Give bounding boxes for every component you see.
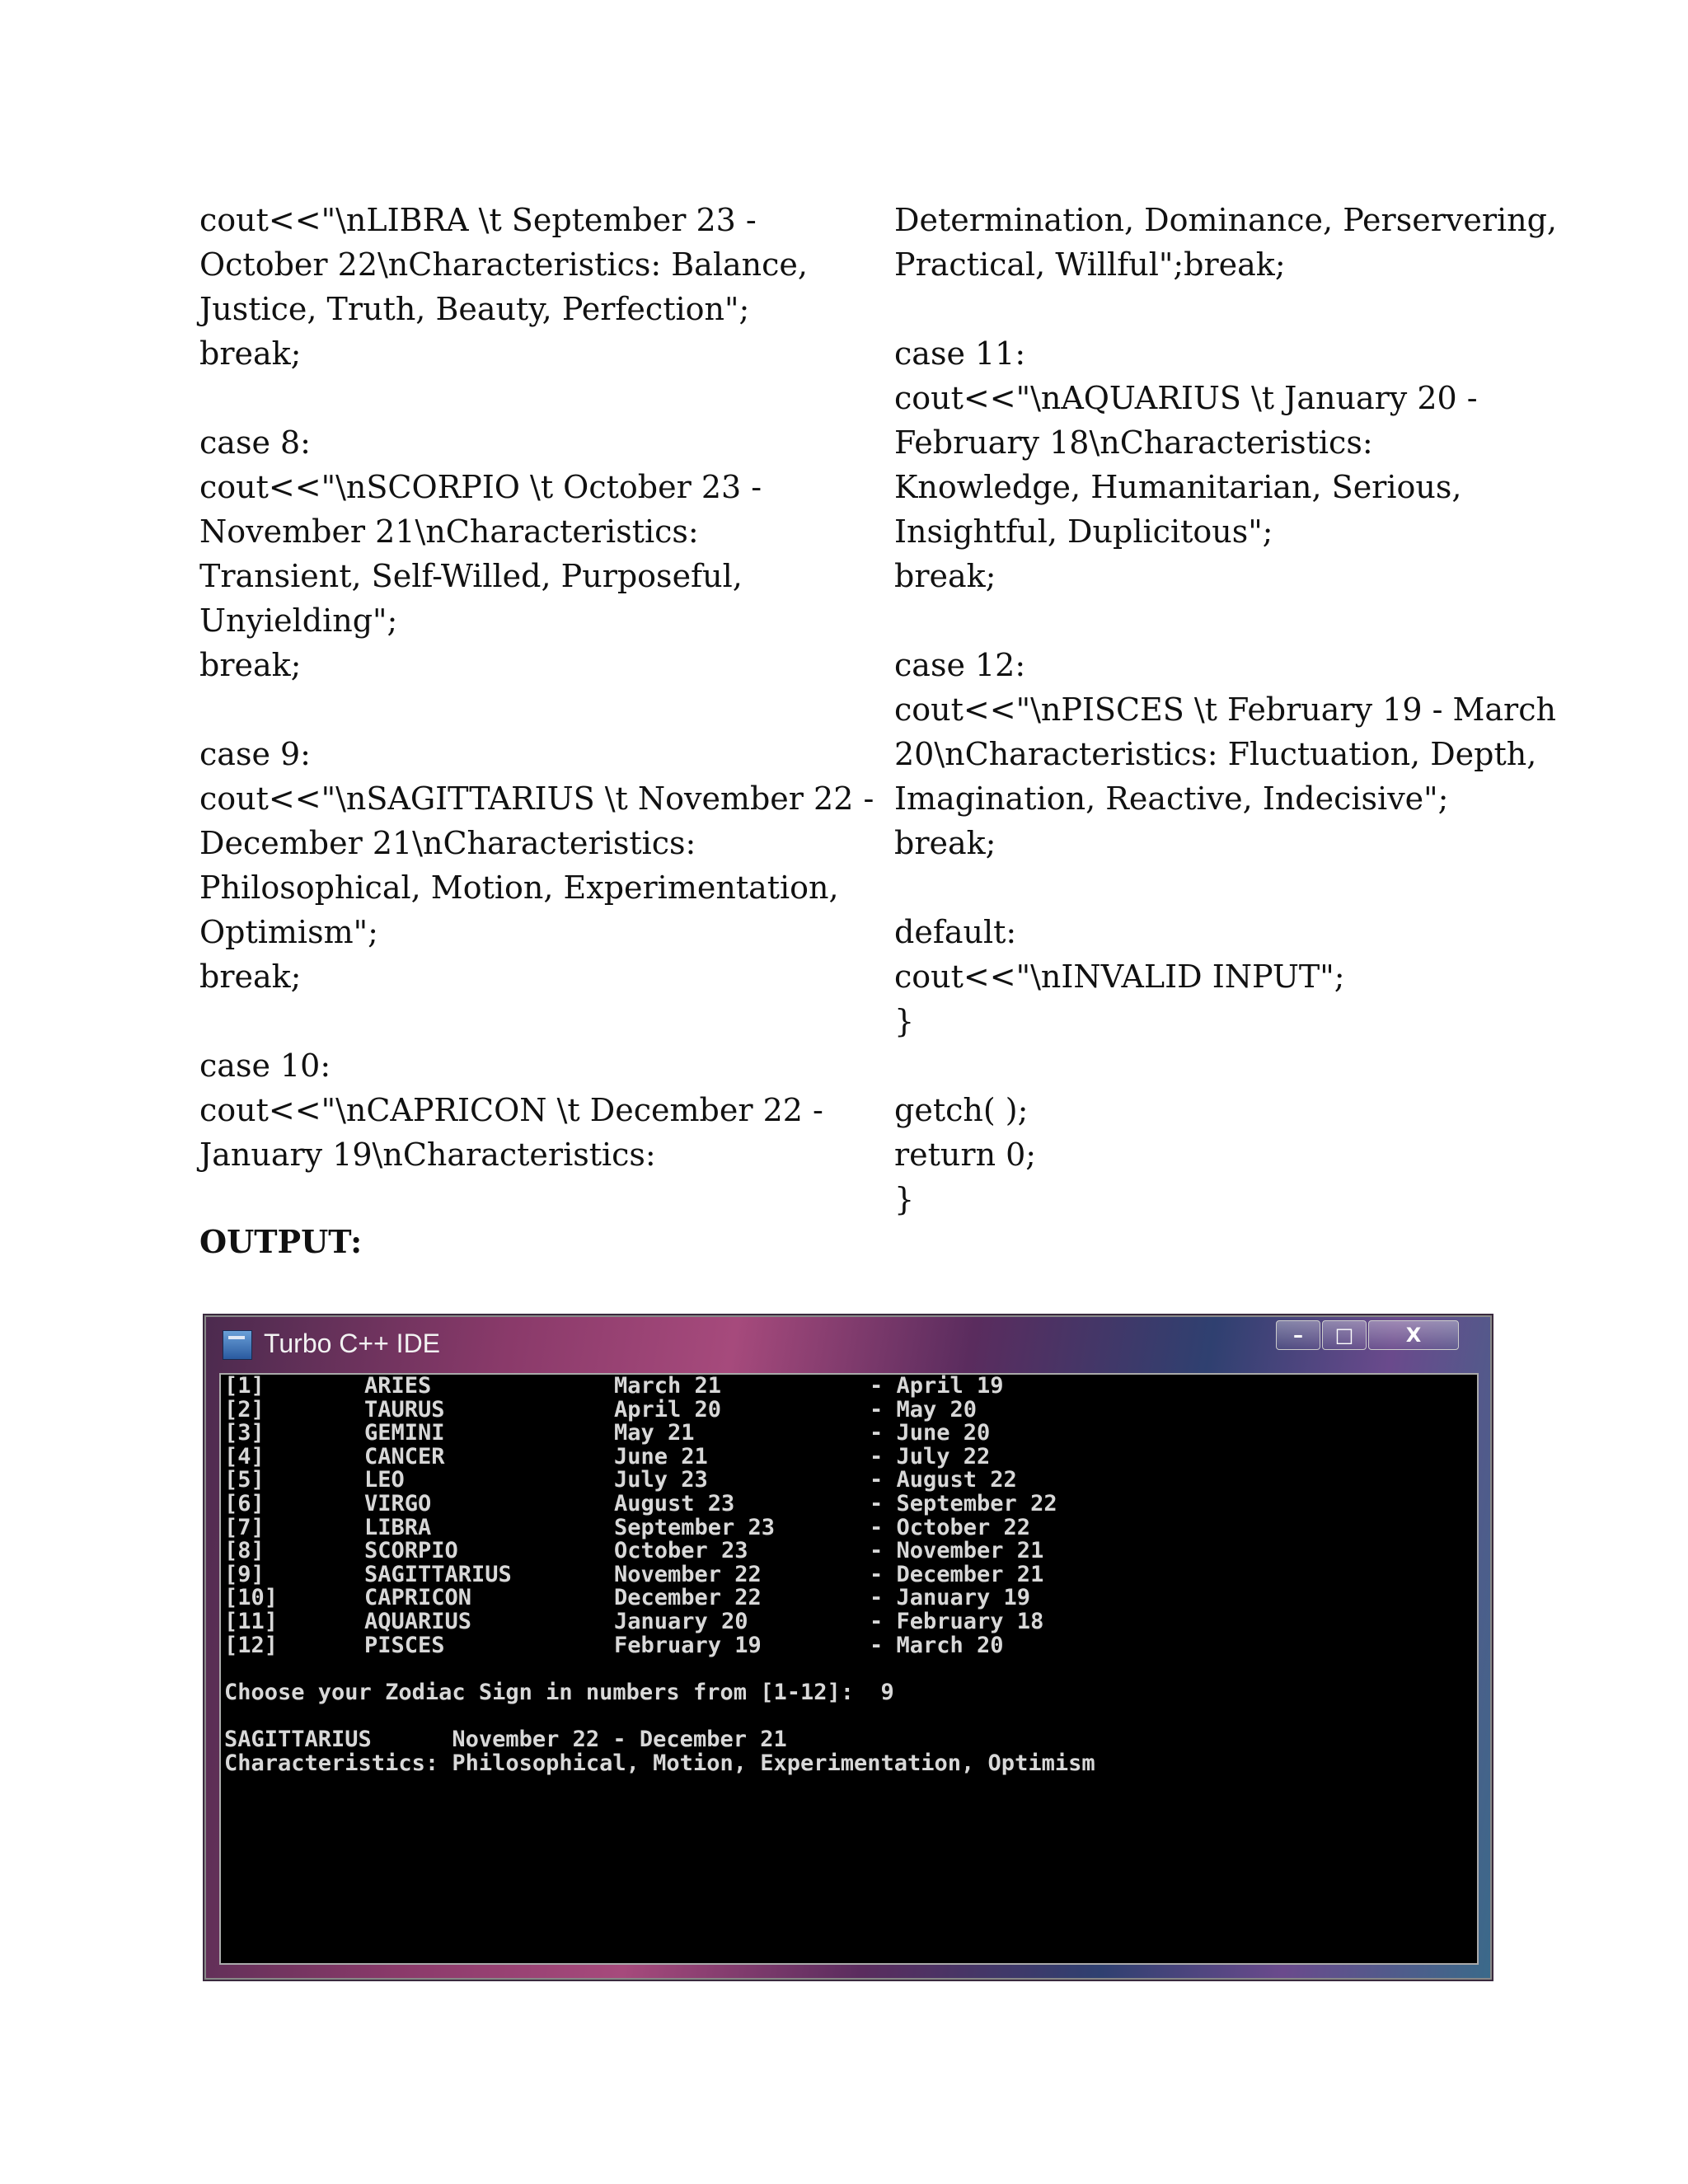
code-right-line — [894, 865, 1537, 910]
zodiac-start-date: October 23 — [614, 1538, 748, 1564]
code-column-left — [199, 198, 874, 1177]
code-left-line: Optimism"; — [199, 914, 378, 950]
zodiac-number: [5] — [224, 1467, 265, 1493]
zodiac-start-date: August 23 — [614, 1490, 735, 1516]
zodiac-end-date: - November 21 — [870, 1538, 1044, 1564]
zodiac-row — [224, 1375, 1477, 1399]
zodiac-end-date: - June 20 — [870, 1420, 991, 1446]
code-left-line — [199, 687, 842, 732]
code-left-line: Unyielding"; — [199, 602, 398, 639]
code-right-line: Insightful, Duplicitous"; — [894, 513, 1273, 550]
console-result-line: SAGITTARIUS November 22 - December 21 — [224, 1726, 787, 1752]
zodiac-sign: PISCES — [364, 1632, 445, 1658]
code-left-line: November 21\nCharacteristics: — [199, 513, 699, 550]
zodiac-sign: CAPRICON — [364, 1585, 472, 1611]
zodiac-end-date: - May 20 — [870, 1396, 978, 1422]
console-output — [219, 1373, 1479, 1965]
zodiac-start-date: July 23 — [614, 1467, 708, 1493]
code-left-line: break; — [199, 647, 302, 683]
zodiac-number: [10] — [224, 1585, 279, 1611]
code-right-line: } — [894, 1181, 915, 1217]
zodiac-end-date: - March 20 — [870, 1632, 1004, 1658]
code-right-line: cout<<"\nPISCES \t February 19 - March — [894, 691, 1556, 728]
code-left-line: case 8: — [199, 424, 311, 461]
code-right-line: break; — [894, 825, 996, 861]
zodiac-number: [2] — [224, 1396, 265, 1422]
zodiac-row — [224, 1586, 1477, 1610]
zodiac-sign: SCORPIO — [364, 1538, 458, 1564]
code-right-line: break; — [894, 558, 996, 594]
zodiac-start-date: November 22 — [614, 1561, 762, 1587]
code-right-line: return 0; — [894, 1137, 1037, 1173]
code-right-line: case 12: — [894, 647, 1026, 683]
code-column-right — [894, 198, 1558, 1221]
zodiac-row — [224, 1469, 1477, 1493]
zodiac-start-date: January 20 — [614, 1608, 748, 1634]
zodiac-start-date: March 21 — [614, 1373, 722, 1399]
code-left-line: December 21\nCharacteristics: — [199, 825, 696, 861]
zodiac-sign: ARIES — [364, 1373, 432, 1399]
app-icon — [223, 1330, 252, 1360]
code-left-line: Philosophical, Motion, Experimentation, — [199, 869, 839, 906]
zodiac-sign: GEMINI — [364, 1420, 445, 1446]
zodiac-number: [1] — [224, 1373, 265, 1399]
code-left-line: case 10: — [199, 1047, 331, 1084]
zodiac-end-date: - October 22 — [870, 1514, 1031, 1540]
close-button[interactable]: X — [1368, 1320, 1459, 1350]
zodiac-end-date: - February 18 — [870, 1608, 1044, 1634]
code-right-line: cout<<"\nAQUARIUS \t January 20 - — [894, 380, 1478, 416]
zodiac-number: [12] — [224, 1632, 279, 1658]
code-left-line: break; — [199, 335, 302, 372]
zodiac-end-date: - July 22 — [870, 1443, 991, 1469]
zodiac-number: [6] — [224, 1490, 265, 1516]
code-left-line: cout<<"\nCAPRICON \t December 22 - — [199, 1092, 823, 1128]
zodiac-row — [224, 1490, 1477, 1516]
zodiac-row — [224, 1610, 1477, 1634]
window-titlebar[interactable] — [204, 1315, 1492, 1373]
minimize-button[interactable]: – — [1276, 1320, 1320, 1350]
zodiac-number: [4] — [224, 1443, 265, 1469]
zodiac-row — [224, 1422, 1477, 1446]
code-right-line — [894, 598, 1537, 643]
zodiac-row — [224, 1396, 1477, 1422]
console-prompt: Choose your Zodiac Sign in numbers from [1-12]: 9 — [224, 1679, 894, 1705]
code-right-line: } — [894, 1003, 915, 1039]
zodiac-sign: SAGITTARIUS — [364, 1561, 512, 1587]
code-left-line: break; — [199, 958, 302, 995]
code-right-line — [894, 287, 1537, 331]
code-right-line: cout<<"\nINVALID INPUT"; — [894, 958, 1345, 995]
zodiac-row — [224, 1634, 1477, 1658]
zodiac-start-date: February 19 — [614, 1632, 762, 1658]
zodiac-end-date: - September 22 — [870, 1490, 1057, 1516]
zodiac-sign: AQUARIUS — [364, 1608, 472, 1634]
zodiac-sign: LIBRA — [364, 1514, 432, 1540]
zodiac-number: [3] — [224, 1420, 265, 1446]
zodiac-start-date: June 21 — [614, 1443, 708, 1469]
zodiac-end-date: - April 19 — [870, 1373, 1004, 1399]
turbo-cpp-window — [203, 1314, 1493, 1981]
code-left-line: January 19\nCharacteristics: — [199, 1137, 656, 1173]
maximize-button[interactable]: □ — [1322, 1320, 1367, 1350]
code-right-line: February 18\nCharacteristics: — [894, 424, 1373, 461]
zodiac-end-date: - August 22 — [870, 1467, 1017, 1493]
zodiac-row — [224, 1563, 1477, 1587]
code-left-line — [199, 999, 842, 1043]
zodiac-number: [11] — [224, 1608, 279, 1634]
zodiac-row — [224, 1516, 1477, 1540]
zodiac-number: [9] — [224, 1561, 265, 1587]
zodiac-sign: LEO — [364, 1467, 405, 1493]
code-left-line: October 22\nCharacteristics: Balance, — [199, 246, 808, 283]
code-right-line — [894, 1043, 1537, 1088]
window-title: Turbo C++ IDE — [264, 1329, 441, 1358]
code-right-line: default: — [894, 914, 1017, 950]
zodiac-number: [7] — [224, 1514, 265, 1540]
code-right-line: 20\nCharacteristics: Fluctuation, Depth, — [894, 736, 1537, 772]
code-left-line: Transient, Self-Willed, Purposeful, — [199, 558, 743, 594]
code-left-line: cout<<"\nSCORPIO \t October 23 - — [199, 469, 762, 505]
zodiac-number: [8] — [224, 1538, 265, 1564]
zodiac-start-date: September 23 — [614, 1514, 776, 1540]
zodiac-row — [224, 1540, 1477, 1563]
code-right-line: Knowledge, Humanitarian, Serious, — [894, 469, 1462, 505]
zodiac-list — [224, 1375, 1477, 1657]
zodiac-row — [224, 1443, 1477, 1469]
code-left-line — [199, 376, 842, 420]
zodiac-start-date: May 21 — [614, 1420, 695, 1446]
zodiac-sign: CANCER — [364, 1443, 445, 1469]
code-left-line: cout<<"\nLIBRA \t September 23 - — [199, 202, 757, 238]
zodiac-start-date: December 22 — [614, 1585, 762, 1611]
code-right-line: Practical, Willful";break; — [894, 246, 1286, 283]
zodiac-sign: TAURUS — [364, 1396, 445, 1422]
code-left-line: Justice, Truth, Beauty, Perfection"; — [199, 291, 750, 327]
code-right-line: Determination, Dominance, Perservering, — [894, 202, 1558, 238]
console-characteristics-line: Characteristics: Philosophical, Motion, Experimentation, Optimism — [224, 1750, 1095, 1776]
code-right-line: Imagination, Reactive, Indecisive"; — [894, 780, 1449, 817]
output-heading: OUTPUT: — [199, 1223, 363, 1260]
zodiac-sign: VIRGO — [364, 1490, 432, 1516]
code-left-line: case 9: — [199, 736, 311, 772]
code-right-line: case 11: — [894, 335, 1026, 372]
zodiac-start-date: April 20 — [614, 1396, 722, 1422]
code-left-line: cout<<"\nSAGITTARIUS \t November 22 - — [199, 780, 874, 817]
code-right-line: getch( ); — [894, 1092, 1029, 1128]
zodiac-end-date: - January 19 — [870, 1585, 1031, 1611]
zodiac-end-date: - December 21 — [870, 1561, 1044, 1587]
